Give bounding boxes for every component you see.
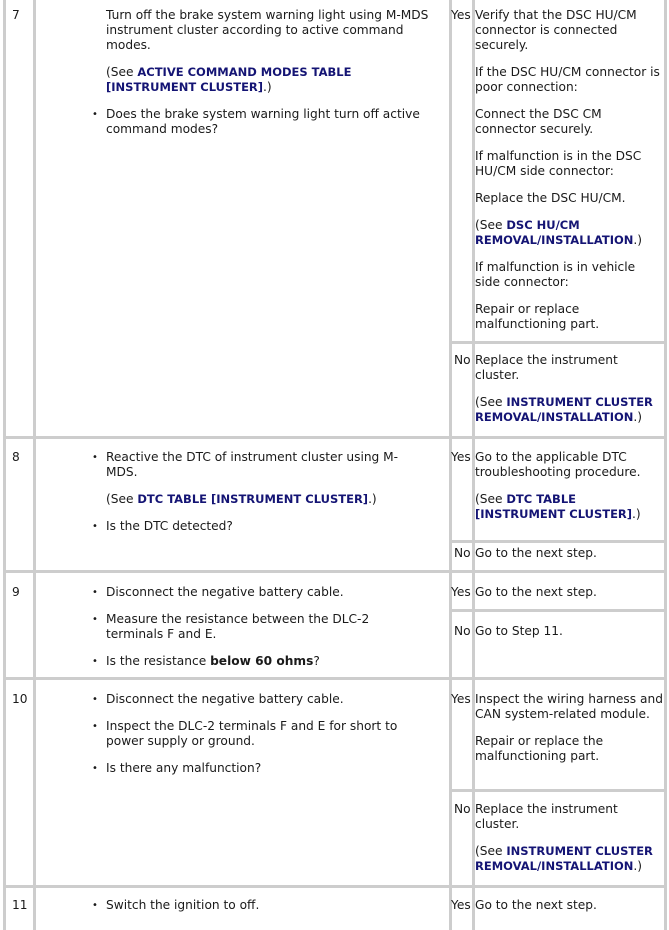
step-number: 9 — [12, 585, 20, 599]
action-bullet: • Is the DTC detected? — [90, 519, 420, 534]
result-text: Go to the next step. — [475, 585, 597, 599]
yes-label: Yes — [451, 450, 471, 464]
no-result — [475, 624, 663, 651]
yes-result — [475, 450, 665, 534]
yes-label: Yes — [451, 8, 471, 22]
action-bullet: • Measure the resistance between the DLC-2 terminals F and E. — [90, 612, 420, 642]
reference-link[interactable]: ACTIVE COMMAND MODES TABLE [INSTRUMENT CLUSTER] — [106, 65, 352, 94]
action-bullet: • Does the brake system warning light turn off active command modes? — [90, 107, 436, 137]
result-text: Replace the instrument cluster. — [475, 353, 618, 382]
no-result — [475, 546, 663, 573]
reference: (See INSTRUMENT CLUSTER REMOVAL/INSTALLATION.) — [475, 844, 653, 873]
result-text: Go to the next step. — [475, 546, 597, 560]
step-number: 8 — [12, 450, 20, 464]
subrow-divider — [449, 789, 667, 792]
table-border-step-col — [33, 0, 36, 930]
result-text: Go to Step 11. — [475, 624, 563, 638]
no-result — [475, 353, 663, 437]
step-action — [90, 585, 420, 681]
threshold-value: below 60 ohms — [210, 654, 314, 668]
action-bullet: • Disconnect the negative battery cable. — [90, 585, 420, 600]
yes-result — [475, 898, 663, 925]
result-text: Repair or replace malfunctioning part. — [475, 302, 600, 331]
no-label: No — [454, 624, 471, 638]
action-bullet: • Switch the ignition to off. — [90, 898, 420, 913]
subrow-divider — [449, 540, 667, 543]
action-bullet: • Inspect the DLC-2 terminals F and E for short to power supply or ground. — [90, 719, 420, 749]
reference: (See DTC TABLE [INSTRUMENT CLUSTER].) — [106, 492, 377, 506]
no-result — [475, 802, 663, 886]
action-bullet: • Is the resistance below 60 ohms? — [90, 654, 420, 669]
reference-link[interactable]: INSTRUMENT CLUSTER REMOVAL/INSTALLATION — [475, 395, 653, 424]
reference: (See DSC HU/CM REMOVAL/INSTALLATION.) — [475, 218, 643, 247]
yes-result — [475, 585, 663, 612]
result-text: Go to the applicable DTC troubleshooting procedure. — [475, 450, 641, 479]
step-action — [90, 692, 420, 788]
reference-link[interactable]: DTC TABLE [INSTRUMENT CLUSTER] — [475, 492, 633, 521]
no-label: No — [454, 546, 471, 560]
result-text: Replace the instrument cluster. — [475, 802, 618, 831]
result-text: Verify that the DSC HU/CM connector is connected securely. — [475, 8, 637, 52]
result-text: Replace the DSC HU/CM. — [475, 191, 626, 205]
result-text: Repair or replace the malfunctioning part. — [475, 734, 604, 763]
step-number: 7 — [12, 8, 20, 22]
result-text: Go to the next step. — [475, 898, 597, 912]
result-text: If the DSC HU/CM connector is poor connection: — [475, 65, 660, 94]
reference-link[interactable]: DSC HU/CM REMOVAL/INSTALLATION — [475, 218, 634, 247]
reference: (See DTC TABLE [INSTRUMENT CLUSTER].) — [475, 492, 641, 521]
table-border-left — [3, 0, 6, 930]
action-text: Turn off the brake system warning light using M-MDS instrument cluster according to active command modes. — [106, 8, 429, 52]
yes-label: Yes — [451, 692, 471, 706]
result-text: Inspect the wiring harness and CAN system-related module. — [475, 692, 663, 721]
step-action — [90, 898, 420, 925]
step-number: 11 — [12, 898, 28, 912]
yes-label: Yes — [451, 585, 471, 599]
yes-result — [475, 8, 663, 344]
result-text: If malfunction is in vehicle side connector: — [475, 260, 636, 289]
step-action — [106, 8, 436, 149]
reference: (See INSTRUMENT CLUSTER REMOVAL/INSTALLATION.) — [475, 395, 653, 424]
no-label: No — [454, 802, 471, 816]
yes-result — [475, 692, 663, 776]
result-text: If malfunction is in the DSC HU/CM side connector: — [475, 149, 642, 178]
result-text: Connect the DSC CM connector securely. — [475, 107, 602, 136]
step-number: 10 — [12, 692, 28, 706]
yes-label: Yes — [451, 898, 471, 912]
no-label: No — [454, 353, 471, 367]
reference-link[interactable]: DTC TABLE [INSTRUMENT CLUSTER] — [137, 492, 369, 506]
reference: (See ACTIVE COMMAND MODES TABLE [INSTRUMENT CLUSTER].) — [106, 65, 352, 94]
action-bullet: • Disconnect the negative battery cable. — [90, 692, 420, 707]
step-action — [90, 450, 420, 546]
action-bullet: • Is there any malfunction? — [90, 761, 420, 776]
reference-link[interactable]: INSTRUMENT CLUSTER REMOVAL/INSTALLATION — [475, 844, 653, 873]
action-bullet: • Reactive the DTC of instrument cluster using M-MDS. — [90, 450, 420, 480]
